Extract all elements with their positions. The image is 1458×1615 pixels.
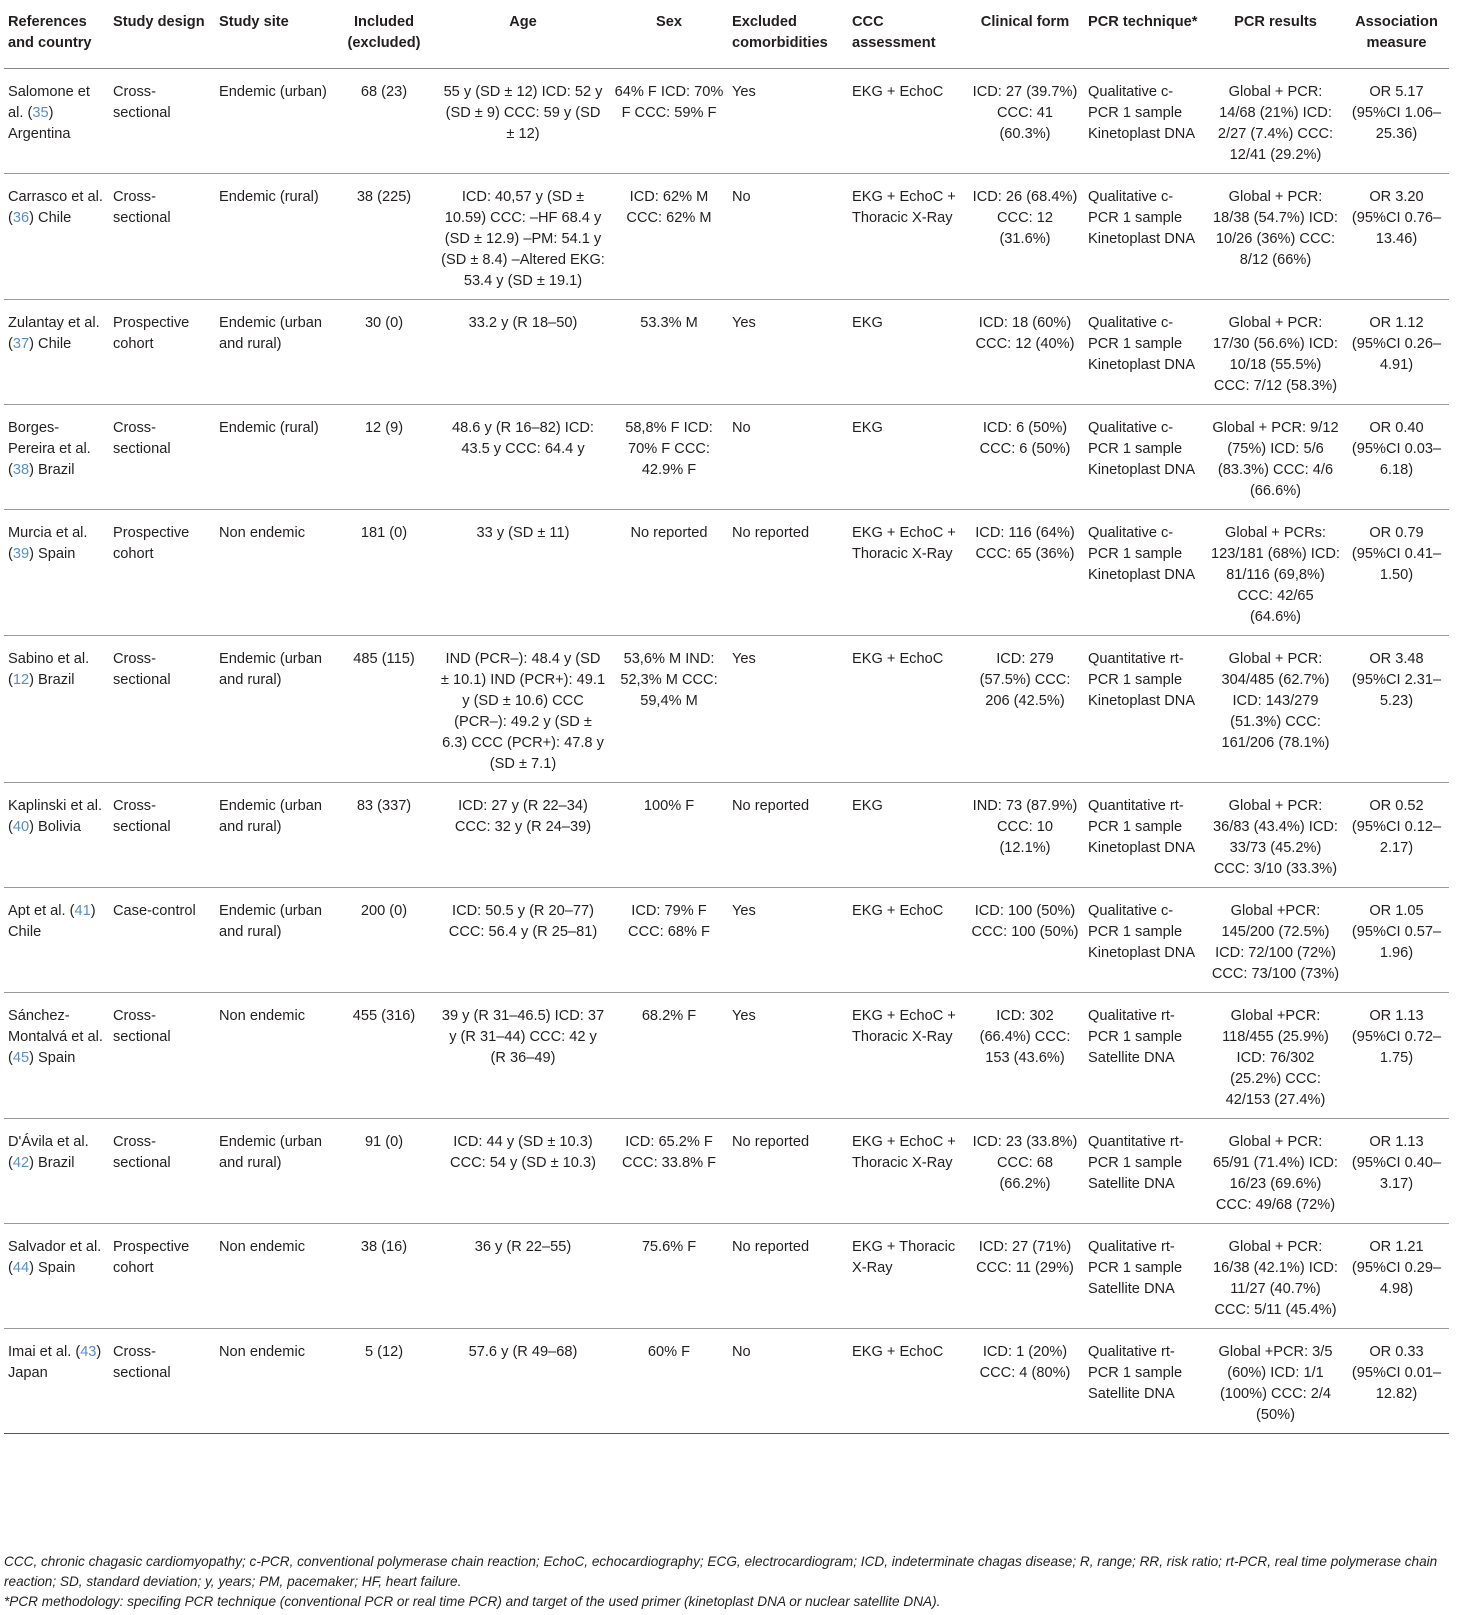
cell-study-design: Prospective cohort [109, 510, 215, 636]
table-row [4, 510, 1449, 636]
reference-country: ) Bolivia [29, 819, 82, 835]
reference-author: Murcia et al. ( [8, 525, 88, 562]
table-row [4, 783, 1449, 888]
cell-excluded-comorbidities: No [728, 405, 848, 510]
cell-association-measure: OR 0.79 (95%CI 0.41–1.50) [1344, 510, 1449, 636]
cell-reference [4, 993, 109, 1119]
cell-excluded-comorbidities: Yes [728, 993, 848, 1119]
col-header-age: Age [436, 0, 610, 69]
cell-excluded-comorbidities: No reported [728, 510, 848, 636]
reference-author: Carrasco et al. ( [8, 189, 103, 226]
cell-included: 91 (0) [332, 1119, 436, 1224]
reference-author: Salvador et al. ( [8, 1239, 102, 1276]
cell-study-site: Non endemic [215, 510, 332, 636]
cell-sex: 60% F [610, 1329, 728, 1434]
cell-ccc-assessment: EKG [848, 405, 966, 510]
reference-country: ) Brazil [29, 1155, 75, 1171]
cell-pcr-technique: Qualitative c-PCR 1 sample Kinetoplast DNA [1084, 888, 1207, 993]
reference-country: ) Spain [29, 1050, 76, 1066]
cell-sex: ICD: 65.2% F CCC: 33.8% F [610, 1119, 728, 1224]
cell-pcr-results: Global + PCR: 304/485 (62.7%) ICD: 143/279 (51.3%) CCC: 161/206 (78.1%) [1207, 636, 1344, 783]
cell-clinical-form: ICD: 27 (39.7%) CCC: 41 (60.3%) [966, 69, 1084, 174]
cell-pcr-results: Global + PCRs: 123/181 (68%) ICD: 81/116 (69,8%) CCC: 42/65 (64.6%) [1207, 510, 1344, 636]
cell-study-design: Cross-sectional [109, 69, 215, 174]
cell-clinical-form: ICD: 302 (66.4%) CCC: 153 (43.6%) [966, 993, 1084, 1119]
reference-author: Imai et al. ( [8, 1344, 81, 1360]
cell-study-design: Prospective cohort [109, 1224, 215, 1329]
cell-age: ICD: 27 y (R 22–34) CCC: 32 y (R 24–39) [436, 783, 610, 888]
reference-author: D'Ávila et al. ( [8, 1134, 89, 1171]
cell-association-measure: OR 1.13 (95%CI 0.40–3.17) [1344, 1119, 1449, 1224]
col-header-study-design: Study design [109, 0, 215, 69]
cell-included: 38 (225) [332, 174, 436, 300]
cell-included: 12 (9) [332, 405, 436, 510]
cell-excluded-comorbidities: No [728, 174, 848, 300]
cell-sex: 100% F [610, 783, 728, 888]
cell-study-design: Cross-sectional [109, 993, 215, 1119]
cell-age: ICD: 44 y (SD ± 10.3) CCC: 54 y (SD ± 10.3) [436, 1119, 610, 1224]
cell-included: 30 (0) [332, 300, 436, 405]
reference-citation-link[interactable]: 45 [12, 1050, 30, 1066]
reference-country: ) Spain [29, 1260, 76, 1276]
cell-ccc-assessment: EKG [848, 783, 966, 888]
cell-pcr-results: Global +PCR: 3/5 (60%) ICD: 1/1 (100%) CCC: 2/4 (50%) [1207, 1329, 1344, 1434]
reference-citation-link[interactable]: 39 [12, 546, 30, 562]
cell-sex: 64% F ICD: 70% F CCC: 59% F [610, 69, 728, 174]
cell-pcr-results: Global + PCR: 18/38 (54.7%) ICD: 10/26 (36%) CCC: 8/12 (66%) [1207, 174, 1344, 300]
cell-clinical-form: ICD: 6 (50%) CCC: 6 (50%) [966, 405, 1084, 510]
cell-association-measure: OR 0.40 (95%CI 0.03–6.18) [1344, 405, 1449, 510]
reference-author: Apt et al. ( [8, 903, 75, 919]
reference-country: ) Brazil [29, 462, 75, 478]
table-row [4, 1119, 1449, 1224]
cell-reference [4, 636, 109, 783]
cell-sex: 68.2% F [610, 993, 728, 1119]
cell-reference [4, 1224, 109, 1329]
reference-author: Salomone et al. ( [8, 84, 90, 121]
cell-sex: 75.6% F [610, 1224, 728, 1329]
cell-excluded-comorbidities: Yes [728, 300, 848, 405]
cell-study-site: Non endemic [215, 1329, 332, 1434]
cell-ccc-assessment: EKG + EchoC [848, 636, 966, 783]
table-row [4, 993, 1449, 1119]
cell-excluded-comorbidities: No reported [728, 1224, 848, 1329]
cell-ccc-assessment: EKG + EchoC + Thoracic X-Ray [848, 1119, 966, 1224]
cell-study-design: Cross-sectional [109, 405, 215, 510]
reference-country: ) Brazil [29, 672, 75, 688]
cell-reference [4, 510, 109, 636]
cell-ccc-assessment: EKG + EchoC [848, 1329, 966, 1434]
col-header-ccc-assessment: CCC assessment [848, 0, 966, 69]
reference-citation-link[interactable]: 42 [12, 1155, 30, 1171]
reference-author: Sabino et al. ( [8, 651, 90, 688]
cell-clinical-form: ICD: 1 (20%) CCC: 4 (80%) [966, 1329, 1084, 1434]
cell-reference [4, 1119, 109, 1224]
table-row [4, 174, 1449, 300]
table-header-row [4, 0, 1449, 69]
cell-age: 57.6 y (R 49–68) [436, 1329, 610, 1434]
cell-study-design: Cross-sectional [109, 636, 215, 783]
cell-sex: 53.3% M [610, 300, 728, 405]
col-header-clinical-form: Clinical form [966, 0, 1084, 69]
table-footnotes [4, 1552, 1444, 1612]
reference-citation-link[interactable]: 43 [80, 1344, 97, 1360]
cell-included: 181 (0) [332, 510, 436, 636]
reference-citation-link[interactable]: 36 [12, 210, 30, 226]
reference-citation-link[interactable]: 37 [12, 336, 30, 352]
cell-included: 5 (12) [332, 1329, 436, 1434]
cell-clinical-form: ICD: 116 (64%) CCC: 65 (36%) [966, 510, 1084, 636]
cell-included: 200 (0) [332, 888, 436, 993]
cell-age: 39 y (R 31–46.5) ICD: 37 y (R 31–44) CCC: 42 y (R 36–49) [436, 993, 610, 1119]
col-header-references: References and country [4, 0, 109, 69]
cell-ccc-assessment: EKG [848, 300, 966, 405]
cell-reference [4, 783, 109, 888]
cell-association-measure: OR 3.20 (95%CI 0.76–13.46) [1344, 174, 1449, 300]
cell-pcr-results: Global + PCR: 16/38 (42.1%) ICD: 11/27 (40.7%) CCC: 5/11 (45.4%) [1207, 1224, 1344, 1329]
reference-country: ) Spain [29, 546, 76, 562]
cell-study-site: Non endemic [215, 993, 332, 1119]
reference-country: ) Chile [29, 210, 72, 226]
cell-pcr-results: Global + PCR: 65/91 (71.4%) ICD: 16/23 (69.6%) CCC: 49/68 (72%) [1207, 1119, 1344, 1224]
cell-pcr-technique: Qualitative c-PCR 1 sample Kinetoplast DNA [1084, 510, 1207, 636]
cell-ccc-assessment: EKG + EchoC [848, 69, 966, 174]
cell-pcr-technique: Quantitative rt-PCR 1 sample Kinetoplast DNA [1084, 636, 1207, 783]
cell-ccc-assessment: EKG + EchoC [848, 888, 966, 993]
cell-association-measure: OR 1.21 (95%CI 0.29–4.98) [1344, 1224, 1449, 1329]
col-header-excluded-comorbidities: Excluded comorbidities [728, 0, 848, 69]
cell-pcr-technique: Quantitative rt-PCR 1 sample Kinetoplast DNA [1084, 783, 1207, 888]
table-row [4, 1329, 1449, 1434]
cell-age: 48.6 y (R 16–82) ICD: 43.5 y CCC: 64.4 y [436, 405, 610, 510]
table-row [4, 405, 1449, 510]
cell-sex: ICD: 79% F CCC: 68% F [610, 888, 728, 993]
cell-sex: 58,8% F ICD: 70% F CCC: 42.9% F [610, 405, 728, 510]
cell-excluded-comorbidities: No reported [728, 783, 848, 888]
cell-included: 83 (337) [332, 783, 436, 888]
col-header-study-site: Study site [215, 0, 332, 69]
cell-reference [4, 174, 109, 300]
cell-association-measure: OR 3.48 (95%CI 2.31–5.23) [1344, 636, 1449, 783]
cell-association-measure: OR 0.52 (95%CI 0.12–2.17) [1344, 783, 1449, 888]
cell-pcr-technique: Qualitative c-PCR 1 sample Kinetoplast DNA [1084, 69, 1207, 174]
cell-included: 38 (16) [332, 1224, 436, 1329]
cell-study-design: Cross-sectional [109, 1329, 215, 1434]
studies-table [4, 0, 1449, 1434]
reference-citation-link[interactable]: 41 [74, 903, 91, 919]
cell-clinical-form: IND: 73 (87.9%) CCC: 10 (12.1%) [966, 783, 1084, 888]
cell-pcr-technique: Qualitative rt-PCR 1 sample Satellite DNA [1084, 1224, 1207, 1329]
cell-age: 55 y (SD ± 12) ICD: 52 y (SD ± 9) CCC: 59 y (SD ± 12) [436, 69, 610, 174]
col-header-included: Included (excluded) [332, 0, 436, 69]
cell-pcr-results: Global + PCR: 14/68 (21%) ICD: 2/27 (7.4%) CCC: 12/41 (29.2%) [1207, 69, 1344, 174]
cell-sex: No reported [610, 510, 728, 636]
table-body [4, 69, 1449, 1434]
cell-study-site: Endemic (rural) [215, 405, 332, 510]
table-row [4, 69, 1449, 174]
cell-pcr-results: Global + PCR: 9/12 (75%) ICD: 5/6 (83.3%) CCC: 4/6 (66.6%) [1207, 405, 1344, 510]
cell-reference [4, 888, 109, 993]
reference-author: Sánchez-Montalvá et al. ( [8, 1008, 103, 1066]
cell-study-site: Endemic (urban and rural) [215, 636, 332, 783]
cell-pcr-technique: Quantitative rt-PCR 1 sample Satellite DNA [1084, 1119, 1207, 1224]
cell-study-design: Cross-sectional [109, 174, 215, 300]
col-header-association-measure: Association measure [1344, 0, 1449, 69]
cell-age: 33 y (SD ± 11) [436, 510, 610, 636]
cell-clinical-form: ICD: 27 (71%) CCC: 11 (29%) [966, 1224, 1084, 1329]
reference-author: Kaplinski et al. ( [8, 798, 103, 835]
cell-association-measure: OR 1.12 (95%CI 0.26–4.91) [1344, 300, 1449, 405]
reference-citation-link[interactable]: 44 [12, 1260, 30, 1276]
col-header-pcr-results: PCR results [1207, 0, 1344, 69]
reference-citation-link[interactable]: 12 [12, 672, 30, 688]
reference-country: ) Chile [29, 336, 72, 352]
cell-pcr-results: Global +PCR: 118/455 (25.9%) ICD: 76/302 (25.2%) CCC: 42/153 (27.4%) [1207, 993, 1344, 1119]
cell-ccc-assessment: EKG + EchoC + Thoracic X-Ray [848, 174, 966, 300]
reference-country: ) Japan [8, 1344, 102, 1381]
cell-pcr-results: Global +PCR: 145/200 (72.5%) ICD: 72/100 (72%) CCC: 73/100 (73%) [1207, 888, 1344, 993]
cell-clinical-form: ICD: 26 (68.4%) CCC: 12 (31.6%) [966, 174, 1084, 300]
reference-citation-link[interactable]: 38 [12, 462, 30, 478]
cell-ccc-assessment: EKG + EchoC + Thoracic X-Ray [848, 510, 966, 636]
table-row [4, 300, 1449, 405]
cell-association-measure: OR 0.33 (95%CI 0.01–12.82) [1344, 1329, 1449, 1434]
col-header-sex: Sex [610, 0, 728, 69]
cell-age: 36 y (R 22–55) [436, 1224, 610, 1329]
cell-reference [4, 405, 109, 510]
cell-pcr-results: Global + PCR: 36/83 (43.4%) ICD: 33/73 (45.2%) CCC: 3/10 (33.3%) [1207, 783, 1344, 888]
cell-pcr-technique: Qualitative c-PCR 1 sample Kinetoplast DNA [1084, 405, 1207, 510]
cell-ccc-assessment: EKG + Thoracic X-Ray [848, 1224, 966, 1329]
cell-clinical-form: ICD: 23 (33.8%) CCC: 68 (66.2%) [966, 1119, 1084, 1224]
cell-clinical-form: ICD: 100 (50%) CCC: 100 (50%) [966, 888, 1084, 993]
cell-clinical-form: ICD: 279 (57.5%) CCC: 206 (42.5%) [966, 636, 1084, 783]
cell-included: 68 (23) [332, 69, 436, 174]
cell-association-measure: OR 1.13 (95%CI 0.72–1.75) [1344, 993, 1449, 1119]
cell-study-site: Endemic (urban and rural) [215, 1119, 332, 1224]
cell-study-design: Prospective cohort [109, 300, 215, 405]
reference-citation-link[interactable]: 35 [32, 105, 49, 121]
table-row [4, 888, 1449, 993]
cell-association-measure: OR 5.17 (95%CI 1.06–25.36) [1344, 69, 1449, 174]
cell-pcr-technique: Qualitative c-PCR 1 sample Kinetoplast DNA [1084, 174, 1207, 300]
cell-excluded-comorbidities: No reported [728, 1119, 848, 1224]
col-header-pcr-technique: PCR technique* [1084, 0, 1207, 69]
cell-reference [4, 69, 109, 174]
cell-sex: ICD: 62% M CCC: 62% M [610, 174, 728, 300]
cell-study-site: Endemic (urban) [215, 69, 332, 174]
reference-author: Zulantay et al. ( [8, 315, 100, 352]
cell-age: ICD: 40,57 y (SD ± 10.59) CCC: –HF 68.4 y (SD ± 12.9) –PM: 54.1 y (SD ± 8.4) –Altered EKG: 53.4 y (SD ± 19.1) [436, 174, 610, 300]
cell-sex: 53,6% M IND: 52,3% M CCC: 59,4% M [610, 636, 728, 783]
cell-age: ICD: 50.5 y (R 20–77) CCC: 56.4 y (R 25–81) [436, 888, 610, 993]
reference-citation-link[interactable]: 40 [12, 819, 30, 835]
cell-study-site: Endemic (urban and rural) [215, 888, 332, 993]
cell-ccc-assessment: EKG + EchoC + Thoracic X-Ray [848, 993, 966, 1119]
cell-pcr-results: Global + PCR: 17/30 (56.6%) ICD: 10/18 (55.5%) CCC: 7/12 (58.3%) [1207, 300, 1344, 405]
cell-excluded-comorbidities: Yes [728, 69, 848, 174]
cell-age: 33.2 y (R 18–50) [436, 300, 610, 405]
cell-association-measure: OR 1.05 (95%CI 0.57–1.96) [1344, 888, 1449, 993]
cell-study-site: Endemic (rural) [215, 174, 332, 300]
cell-excluded-comorbidities: Yes [728, 636, 848, 783]
cell-reference [4, 1329, 109, 1434]
reference-country: ) Argentina [8, 105, 71, 142]
cell-clinical-form: ICD: 18 (60%) CCC: 12 (40%) [966, 300, 1084, 405]
cell-excluded-comorbidities: No [728, 1329, 848, 1434]
cell-study-site: Endemic (urban and rural) [215, 300, 332, 405]
footnote-pcr-methodology: *PCR methodology: specifing PCR technique (conventional PCR or real time PCR) and target of the used primer (kinetoplast DNA or nuclear satellite DNA). [4, 1594, 941, 1609]
cell-study-site: Non endemic [215, 1224, 332, 1329]
cell-included: 485 (115) [332, 636, 436, 783]
cell-study-design: Cross-sectional [109, 1119, 215, 1224]
cell-pcr-technique: Qualitative rt-PCR 1 sample Satellite DNA [1084, 993, 1207, 1119]
cell-excluded-comorbidities: Yes [728, 888, 848, 993]
table-row [4, 636, 1449, 783]
cell-study-design: Cross-sectional [109, 783, 215, 888]
reference-country: ) Chile [8, 903, 96, 940]
cell-pcr-technique: Qualitative c-PCR 1 sample Kinetoplast DNA [1084, 300, 1207, 405]
cell-study-site: Endemic (urban and rural) [215, 783, 332, 888]
cell-pcr-technique: Qualitative rt-PCR 1 sample Satellite DNA [1084, 1329, 1207, 1434]
reference-author: Borges-Pereira et al. ( [8, 420, 91, 478]
footnote-abbreviations: CCC, chronic chagasic cardiomyopathy; c-PCR, conventional polymerase chain reaction; EchoC, echocardiography; ECG, electrocardiogram; ICD, indeterminate chagas disease; R, range; RR, risk ratio; rt-PCR, real time polymerase chain reaction; SD, standard deviation; y, years; PM, pacemaker; HF, heart failure. [4, 1554, 1438, 1589]
table-row [4, 1224, 1449, 1329]
cell-study-design: Case-control [109, 888, 215, 993]
cell-age: IND (PCR–): 48.4 y (SD ± 10.1) IND (PCR+): 49.1 y (SD ± 10.6) CCC (PCR–): 49.2 y (SD ± 6.3) CCC (PCR+): 47.8 y (SD ± 7.1) [436, 636, 610, 783]
cell-reference [4, 300, 109, 405]
cell-included: 455 (316) [332, 993, 436, 1119]
